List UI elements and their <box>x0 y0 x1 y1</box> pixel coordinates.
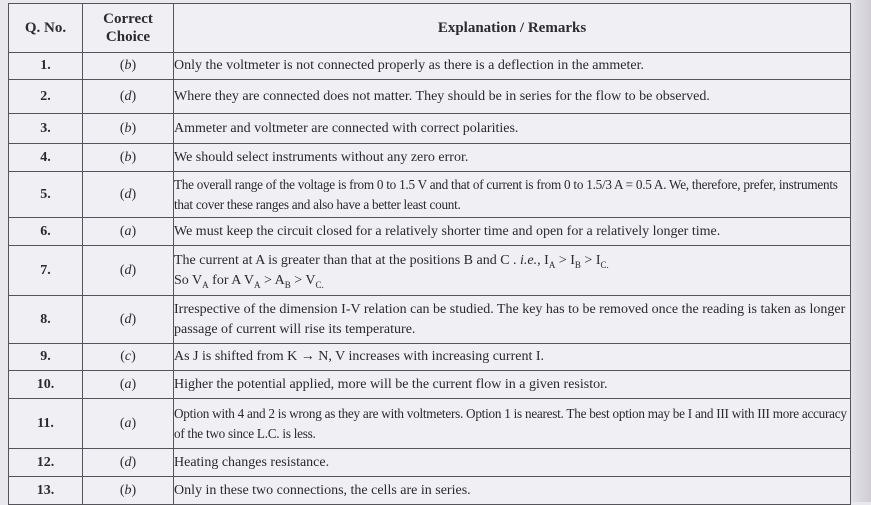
ie-abbrev: i.e., <box>520 252 541 268</box>
explanation-text: Ammeter and voltmeter are connected with correct polarities. <box>174 114 851 144</box>
table-row <box>9 80 851 114</box>
question-number: 3. <box>9 114 83 144</box>
explanation-text: Higher the potential applied, more will be the current flow in a given resistor. <box>174 371 851 399</box>
header-choice-line1: Correct <box>103 11 153 27</box>
symbol: V <box>305 272 316 288</box>
subscript: A <box>548 259 556 270</box>
explanation-text: We must keep the circuit closed for a relatively shorter time and open for a relatively longer time. <box>174 218 851 246</box>
table-row <box>9 114 851 144</box>
symbol: > <box>290 272 306 288</box>
correct-choice: (a) <box>83 218 174 246</box>
choice-letter: a <box>124 223 132 239</box>
table-row <box>9 399 851 449</box>
table-row <box>9 449 851 477</box>
explanation-text: The overall range of the voltage is from 0 to 1.5 V and that of current is from 0 to 1.5/3 A = 0.5 A. We, therefore, prefer, instruments that cover these ranges and also have a better least count. <box>174 172 851 218</box>
symbol: for A <box>208 272 244 288</box>
table-row <box>9 246 851 296</box>
symbol: V <box>192 272 203 288</box>
symbol: I <box>595 252 601 268</box>
correct-choice: (d) <box>83 172 174 218</box>
table-row <box>9 296 851 344</box>
symbol: So <box>174 272 193 288</box>
header-correct-choice <box>83 4 174 53</box>
choice-letter: d <box>124 454 132 470</box>
choice-letter: b <box>124 149 132 165</box>
question-number: 12. <box>9 449 83 477</box>
choice-letter: d <box>124 262 132 278</box>
subscript: B <box>284 279 291 290</box>
explanation-prefix: The current at A is greater than that at the positions B and C . <box>174 252 521 268</box>
choice-letter: b <box>124 120 132 136</box>
choice-letter: b <box>124 58 132 73</box>
header-qno: Q. No. <box>9 4 83 53</box>
question-number: 7. <box>9 246 83 296</box>
table-row <box>9 371 851 399</box>
table-row <box>9 344 851 371</box>
choice-letter: c <box>124 349 132 364</box>
correct-choice: (d) <box>83 80 174 114</box>
choice-letter: a <box>124 376 132 392</box>
symbol: > <box>580 252 596 268</box>
subscript: C <box>600 259 607 270</box>
choice-letter: d <box>124 88 132 104</box>
correct-choice: (d) <box>83 296 174 344</box>
choice-letter: d <box>124 311 132 327</box>
table-row <box>9 144 851 172</box>
correct-choice: (a) <box>83 399 174 449</box>
symbol: I <box>570 252 575 268</box>
correct-choice: (b) <box>83 114 174 144</box>
question-number: 11. <box>9 399 83 449</box>
correct-choice: (a) <box>83 371 174 399</box>
explanation-text: As J is shifted from K → N, V increases with increasing current I. <box>174 344 851 371</box>
subscript: B <box>574 259 581 270</box>
subscript: . <box>321 279 324 290</box>
explanation-text: Only in these two connections, the cells are in series. <box>174 477 851 505</box>
correct-choice: (d) <box>83 246 174 296</box>
page-edge <box>849 0 871 502</box>
correct-choice: (d) <box>83 449 174 477</box>
explanation-text: Where they are connected does not matter. They should be in series for the flow to be observed. <box>174 80 851 114</box>
explanation-text <box>174 246 851 296</box>
question-number: 2. <box>9 80 83 114</box>
explanation-text: Option with 4 and 2 is wrong as they are with voltmeters. Option 1 is nearest. The best option may be I and III with III more accuracy of the two since L.C. is less. <box>174 399 851 449</box>
answer-key-table <box>8 3 851 505</box>
question-number: 1. <box>9 53 83 80</box>
correct-choice: (b) <box>83 53 174 80</box>
correct-choice: (c) <box>83 344 174 371</box>
symbol: A <box>274 272 285 288</box>
question-number: 8. <box>9 296 83 344</box>
table-row <box>9 172 851 218</box>
explanation-text: Heating changes resistance. <box>174 449 851 477</box>
explanation-text: Irrespective of the dimension I-V relation can be studied. The key has to be removed once the reading is taken as longer passage of current will rise its temperature. <box>174 296 851 344</box>
header-explanation: Explanation / Remarks <box>174 4 851 53</box>
table-row <box>9 477 851 505</box>
question-number: 6. <box>9 218 83 246</box>
question-number: 5. <box>9 172 83 218</box>
symbol: V <box>243 272 254 288</box>
question-number: 10. <box>9 371 83 399</box>
question-number: 13. <box>9 477 83 505</box>
subscript: C <box>315 279 322 290</box>
explanation-text: Only the voltmeter is not connected properly as there is a deflection in the ammeter. <box>174 53 851 80</box>
explanation-text: We should select instruments without any zero error. <box>174 144 851 172</box>
question-number: 4. <box>9 144 83 172</box>
correct-choice: (b) <box>83 477 174 505</box>
subscript: A <box>202 279 209 290</box>
question-number: 9. <box>9 344 83 371</box>
subscript: A <box>253 279 261 290</box>
table-row <box>9 53 851 80</box>
explanation-line-2 <box>174 271 850 291</box>
choice-letter: d <box>124 186 132 202</box>
table-row <box>9 218 851 246</box>
explanation-line-1 <box>174 251 850 271</box>
header-choice-line2: Choice <box>105 29 151 45</box>
symbol: I <box>544 252 549 268</box>
header-row <box>9 4 851 53</box>
symbol: > <box>260 272 275 288</box>
symbol: > <box>555 252 571 268</box>
choice-letter: b <box>124 482 132 498</box>
choice-letter: a <box>124 415 132 431</box>
correct-choice: (b) <box>83 144 174 172</box>
subscript: . <box>606 259 609 270</box>
